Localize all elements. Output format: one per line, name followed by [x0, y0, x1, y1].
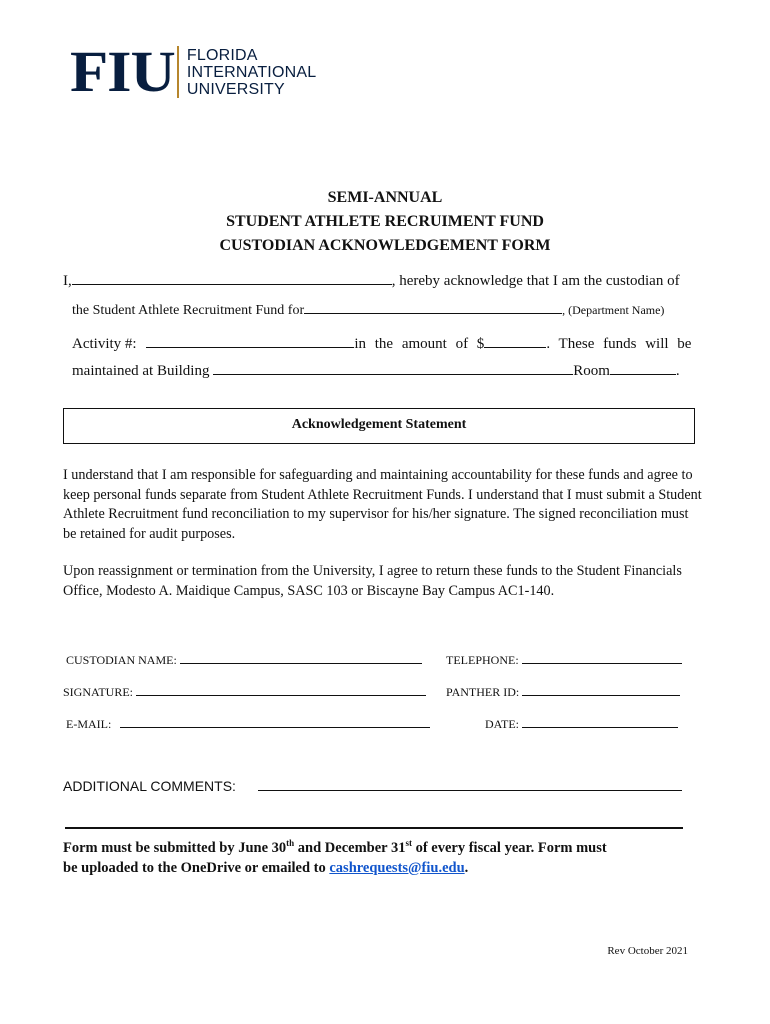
room-blank[interactable] — [610, 360, 676, 375]
title-line-1: SEMI-ANNUAL — [327, 189, 443, 206]
date-input[interactable] — [522, 717, 678, 728]
building-prefix: maintained at Building — [72, 363, 210, 379]
custodian-name-blank[interactable] — [72, 270, 392, 285]
building-line — [72, 360, 680, 380]
panther-id-field — [446, 685, 680, 700]
notice-line-2: be uploaded to the OneDrive or emailed to cashrequests@fiu.edu. — [63, 859, 469, 876]
activity-line — [72, 333, 692, 353]
date-label: DATE: — [485, 717, 519, 731]
i-prefix: I, — [63, 273, 72, 289]
fiu-logo — [70, 39, 317, 104]
email-link[interactable]: cashrequests@fiu.edu — [329, 859, 465, 876]
telephone-field — [446, 653, 682, 668]
title-line-3: CUSTODIAN ACKNOWLEDGEMENT FORM — [219, 237, 551, 254]
signature-input[interactable] — [136, 685, 426, 696]
amount-blank[interactable] — [484, 333, 546, 348]
custodian-declaration-line — [63, 270, 680, 290]
signature-field — [63, 685, 426, 700]
date-field — [485, 717, 678, 732]
submission-notice — [63, 833, 703, 878]
activity-number-blank[interactable] — [146, 333, 354, 348]
fund-suffix: , (Department Name) — [562, 303, 665, 317]
title-line-2: STUDENT ATHLETE RECRUIMENT FUND — [226, 213, 544, 230]
fund-prefix: the Student Athlete Recruitment Fund for — [72, 303, 305, 318]
custodian-name-label: CUSTODIAN NAME: — [66, 653, 177, 667]
logo-mark: FIU — [70, 39, 175, 104]
room-suffix: . — [675, 363, 680, 379]
additional-comments-label: ADDITIONAL COMMENTS: — [63, 778, 236, 794]
i-suffix: , hereby acknowledge that I am the custodian of — [391, 273, 680, 289]
panther-id-label: PANTHER ID: — [446, 685, 520, 699]
telephone-input[interactable] — [522, 653, 682, 664]
activity-prefix: Activity #: — [72, 336, 137, 352]
logo-line-1: FLORIDA — [186, 46, 258, 64]
panther-id-input[interactable] — [522, 685, 680, 696]
logo-wordmark — [187, 47, 316, 98]
logo-divider — [177, 46, 179, 98]
form-title — [0, 186, 770, 258]
room-label: Room — [573, 363, 610, 379]
custodian-name-field — [66, 653, 422, 668]
notice-line-1: Form must be submitted by June 30th and December 31st of every fiscal year. Form must — [63, 838, 607, 856]
telephone-label: TELEPHONE: — [446, 653, 519, 667]
acknowledgement-statement-box — [63, 408, 695, 444]
logo-line-3: UNIVERSITY — [186, 80, 285, 98]
department-name-blank[interactable] — [304, 299, 562, 314]
signature-label: SIGNATURE: — [63, 685, 134, 699]
statement-paragraph-1: I understand that I am responsible for safeguarding and maintaining accountability for these funds and agree to keep personal funds separate from Student Athlete Recruitment Funds. I understand that I must submit a Student Athlete Recruitment fund reconciliation to my supervisor for his/her signature. The signed reconciliation must be retained for audit purposes. — [63, 467, 702, 542]
building-blank[interactable] — [213, 360, 573, 375]
email-label: E-MAIL: — [66, 717, 112, 731]
amount-label: in the amount of $ — [354, 336, 485, 352]
revision-label: Rev October 2021 — [607, 945, 688, 957]
custodian-name-input[interactable] — [180, 653, 422, 664]
section-divider — [65, 827, 683, 829]
additional-comments-input[interactable] — [258, 790, 682, 791]
email-field — [66, 717, 430, 732]
email-input[interactable] — [120, 717, 430, 728]
fund-declaration-line — [72, 299, 664, 319]
logo-line-2: INTERNATIONAL — [186, 63, 317, 81]
statement-paragraph-2: Upon reassignment or termination from the University, I agree to return these funds to the Student Financials Office, Modesto A. Maidique Campus, SASC 103 or Biscayne Bay Campus AC1-140. — [63, 563, 682, 599]
funds-maintained: . These funds will be — [546, 336, 692, 352]
acknowledgement-heading: Acknowledgement Statement — [291, 417, 467, 432]
